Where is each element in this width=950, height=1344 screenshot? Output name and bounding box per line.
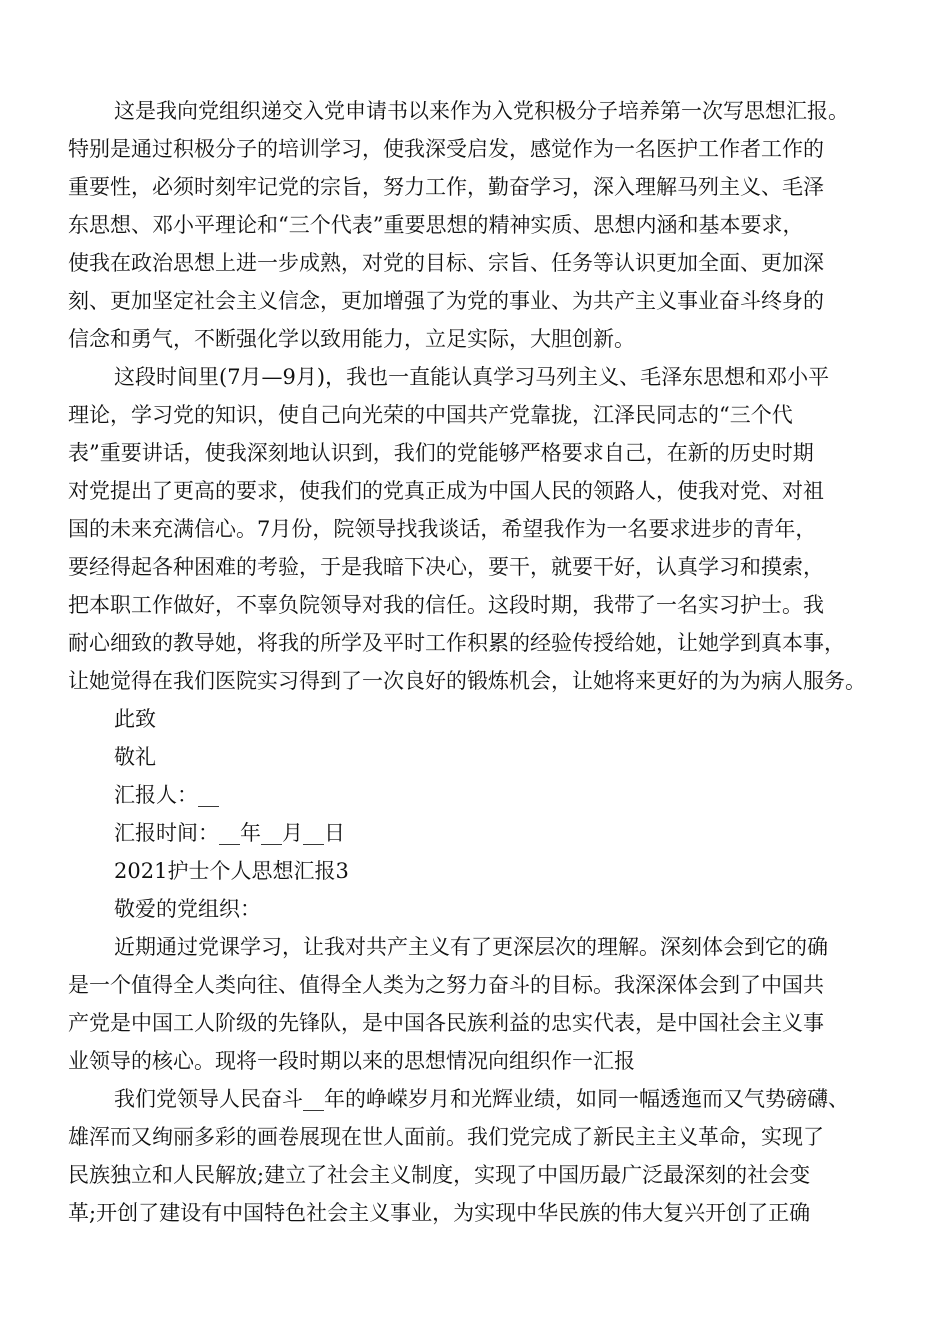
paragraph-line: 雄浑而又绚丽多彩的画卷展现在世人面前。我们党完成了新民主主义革命，实现了 (68, 1125, 824, 1149)
paragraph-line: 耐心细致的教导她，将我的所学及平时工作积累的经验传授给她，让她学到真本事， (68, 631, 845, 655)
closing-regards (68, 738, 900, 776)
paragraph-4 (68, 1080, 900, 1232)
paragraph-line: 特别是通过积极分子的培训学习，使我深受启发，感觉作为一名医护工作者工作的 (68, 137, 824, 161)
paragraph-3 (68, 928, 900, 1080)
paragraph-line: 让她觉得在我们医院实习得到了一次良好的锻炼机会，让她将来更好的为为病人服务。 (68, 669, 866, 693)
report-date-line (68, 814, 900, 852)
paragraph-line: 东思想、邓小平理论和“三个代表”重要思想的精神实质、思想内涵和基本要求， (68, 213, 804, 237)
greeting-text: 敬爱的党组织： (114, 897, 261, 921)
paragraph-line: 产党是中国工人阶级的先锋队，是中国各民族利益的忠实代表，是中国社会主义事 (68, 1011, 824, 1035)
paragraph-2 (68, 358, 900, 700)
paragraph-line: 是一个值得全人类向往、值得全人类为之努力奋斗的目标。我深深体会到了中国共 (68, 973, 824, 997)
closing-line: 此致 (114, 707, 156, 731)
paragraph-line: 这是我向党组织递交入党申请书以来作为入党积极分子培养第一次写思想汇报。 (114, 99, 849, 123)
paragraph-line: 革;开创了建设有中国特色社会主义事业，为实现中华民族的伟大复兴开创了正确 (68, 1201, 811, 1225)
document-body (68, 92, 900, 1232)
paragraph-1 (68, 92, 900, 358)
section-title-text: 2021护士个人思想汇报3 (114, 859, 349, 883)
paragraph-line: 理论，学习党的知识，使自己向光荣的中国共产党靠拢，江泽民同志的“三个代 (68, 403, 793, 427)
greeting (68, 890, 900, 928)
paragraph-line: 使我在政治思想上进一步成熟，对党的目标、宗旨、任务等认识更加全面、更加深 (68, 251, 824, 275)
paragraph-line: 民族独立和人民解放;建立了社会主义制度，实现了中国历最广泛最深刻的社会变 (68, 1163, 811, 1187)
paragraph-line: 把本职工作做好，不辜负院领导对我的信任。这段时期，我带了一名实习护士。我 (68, 593, 824, 617)
paragraph-line: 近期通过党课学习，让我对共产主义有了更深层次的理解。深刻体会到它的确 (114, 935, 828, 959)
closing-salutation (68, 700, 900, 738)
paragraph-line: 业领导的核心。现将一段时期以来的思想情况向组织作一汇报 (68, 1049, 635, 1073)
report-date-text: 汇报时间：__年__月__日 (114, 821, 345, 845)
paragraph-line: 表”重要讲话，使我深刻地认识到，我们的党能够严格要求自己，在新的历史时期 (68, 441, 814, 465)
paragraph-line: 刻、更加坚定社会主义信念，更加增强了为党的事业、为共产主义事业奋斗终身的 (68, 289, 824, 313)
paragraph-line: 信念和勇气，不断强化学以致用能力，立足实际，大胆创新。 (68, 327, 635, 351)
reporter-text: 汇报人：__ (114, 783, 219, 807)
paragraph-line: 要经得起各种困难的考验，于是我暗下决心，要干，就要干好，认真学习和摸索， (68, 555, 824, 579)
paragraph-line: 重要性，必须时刻牢记党的宗旨，努力工作，勤奋学习，深入理解马列主义、毛泽 (68, 175, 824, 199)
regards-line: 敬礼 (114, 745, 156, 769)
paragraph-line: 这段时间里(7月—9月)，我也一直能认真学习马列主义、毛泽东思想和邓小平 (114, 365, 830, 389)
paragraph-line: 我们党领导人民奋斗__年的峥嵘岁月和光辉业绩，如同一幅透迤而又气势磅礴、 (114, 1087, 849, 1111)
paragraph-line: 对党提出了更高的要求，使我们的党真正成为中国人民的领路人，使我对党、对祖 (68, 479, 824, 503)
reporter-line (68, 776, 900, 814)
paragraph-line: 国的未来充满信心。7月份，院领导找我谈话，希望我作为一名要求进步的青年， (68, 517, 817, 541)
section-title (68, 852, 900, 890)
